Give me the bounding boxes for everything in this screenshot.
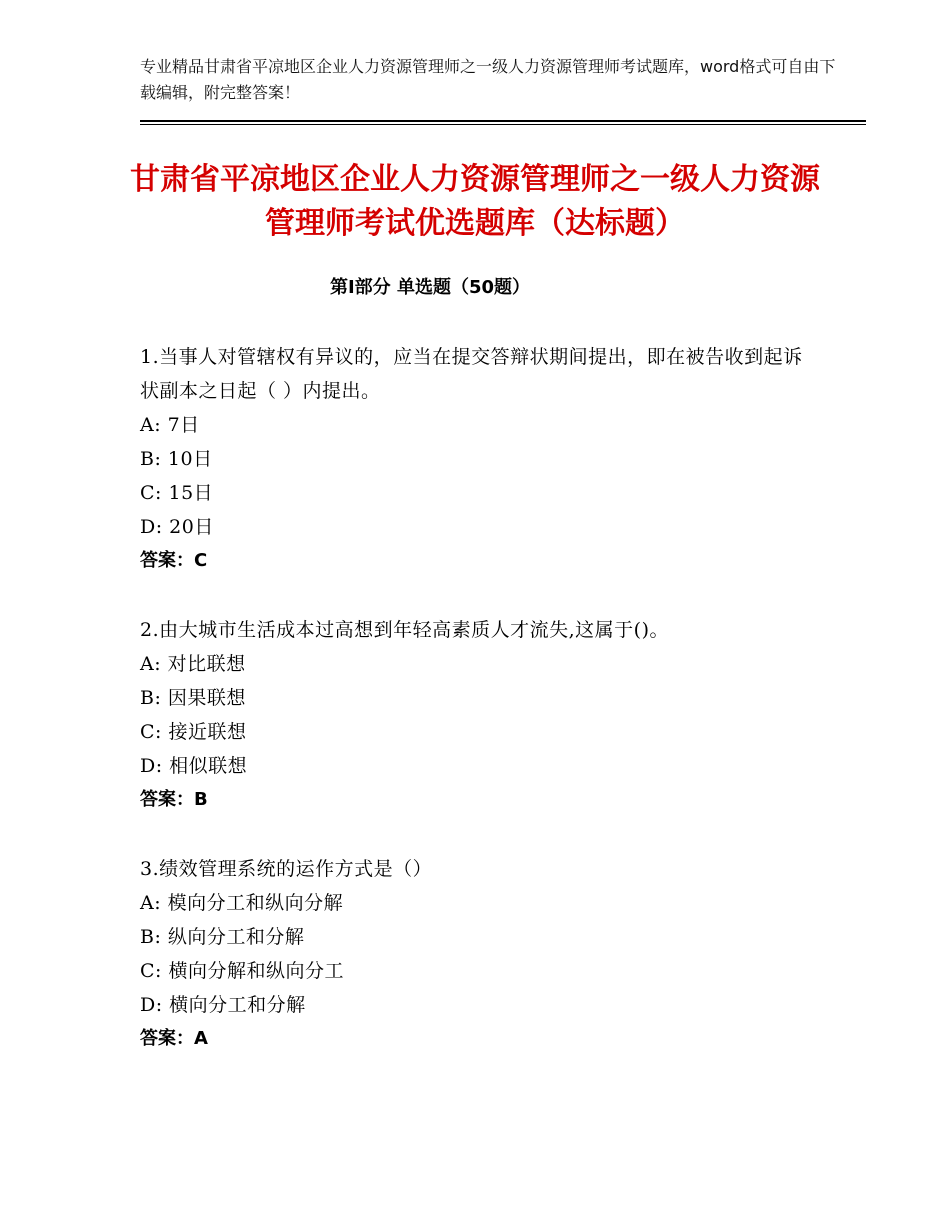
document-title: 甘肃省平凉地区企业人力资源管理师之一级人力资源管理师考试优选题库（达标题） [130, 162, 820, 241]
question-stem: 2.由大城市生活成本过高想到年轻高素质人才流失,这属于()。 [140, 619, 669, 641]
option-a: A: 对比联想 [140, 653, 246, 675]
option-c: C: 15日 [140, 482, 214, 504]
question-block [140, 340, 820, 578]
option-b: B: 10日 [140, 448, 213, 470]
option-d: D: 20日 [140, 516, 214, 538]
header-note: 专业精品甘肃省平凉地区企业人力资源管理师之一级人力资源管理师考试题库，word格式可自由下载编辑，附完整答案！ [140, 57, 836, 102]
header-divider-thick [140, 120, 866, 122]
option-d: D: 横向分工和分解 [140, 994, 306, 1016]
option-d: D: 相似联想 [140, 755, 248, 777]
question-block [140, 613, 820, 817]
answer-text: 答案：B [140, 789, 208, 810]
answer-text: 答案：A [140, 1028, 208, 1049]
option-b: B: 纵向分工和分解 [140, 926, 305, 948]
answer-text: 答案：C [140, 550, 208, 571]
question-stem: 3.绩效管理系统的运作方式是（） [140, 858, 433, 880]
option-a: A: 模向分工和纵向分解 [140, 892, 344, 914]
option-b: B: 因果联想 [140, 687, 246, 709]
section-title: 第Ⅰ部分 单选题（50题） [329, 277, 530, 298]
option-c: C: 横向分解和纵向分工 [140, 960, 344, 982]
header-divider-thin [140, 124, 866, 125]
option-a: A: 7日 [140, 414, 200, 436]
question-stem: 1.当事人对管辖权有异议的，应当在提交答辩状期间提出，即在被告收到起诉状副本之日起（ ）内提出。 [140, 346, 803, 402]
option-c: C: 接近联想 [140, 721, 247, 743]
question-block [140, 852, 820, 1056]
